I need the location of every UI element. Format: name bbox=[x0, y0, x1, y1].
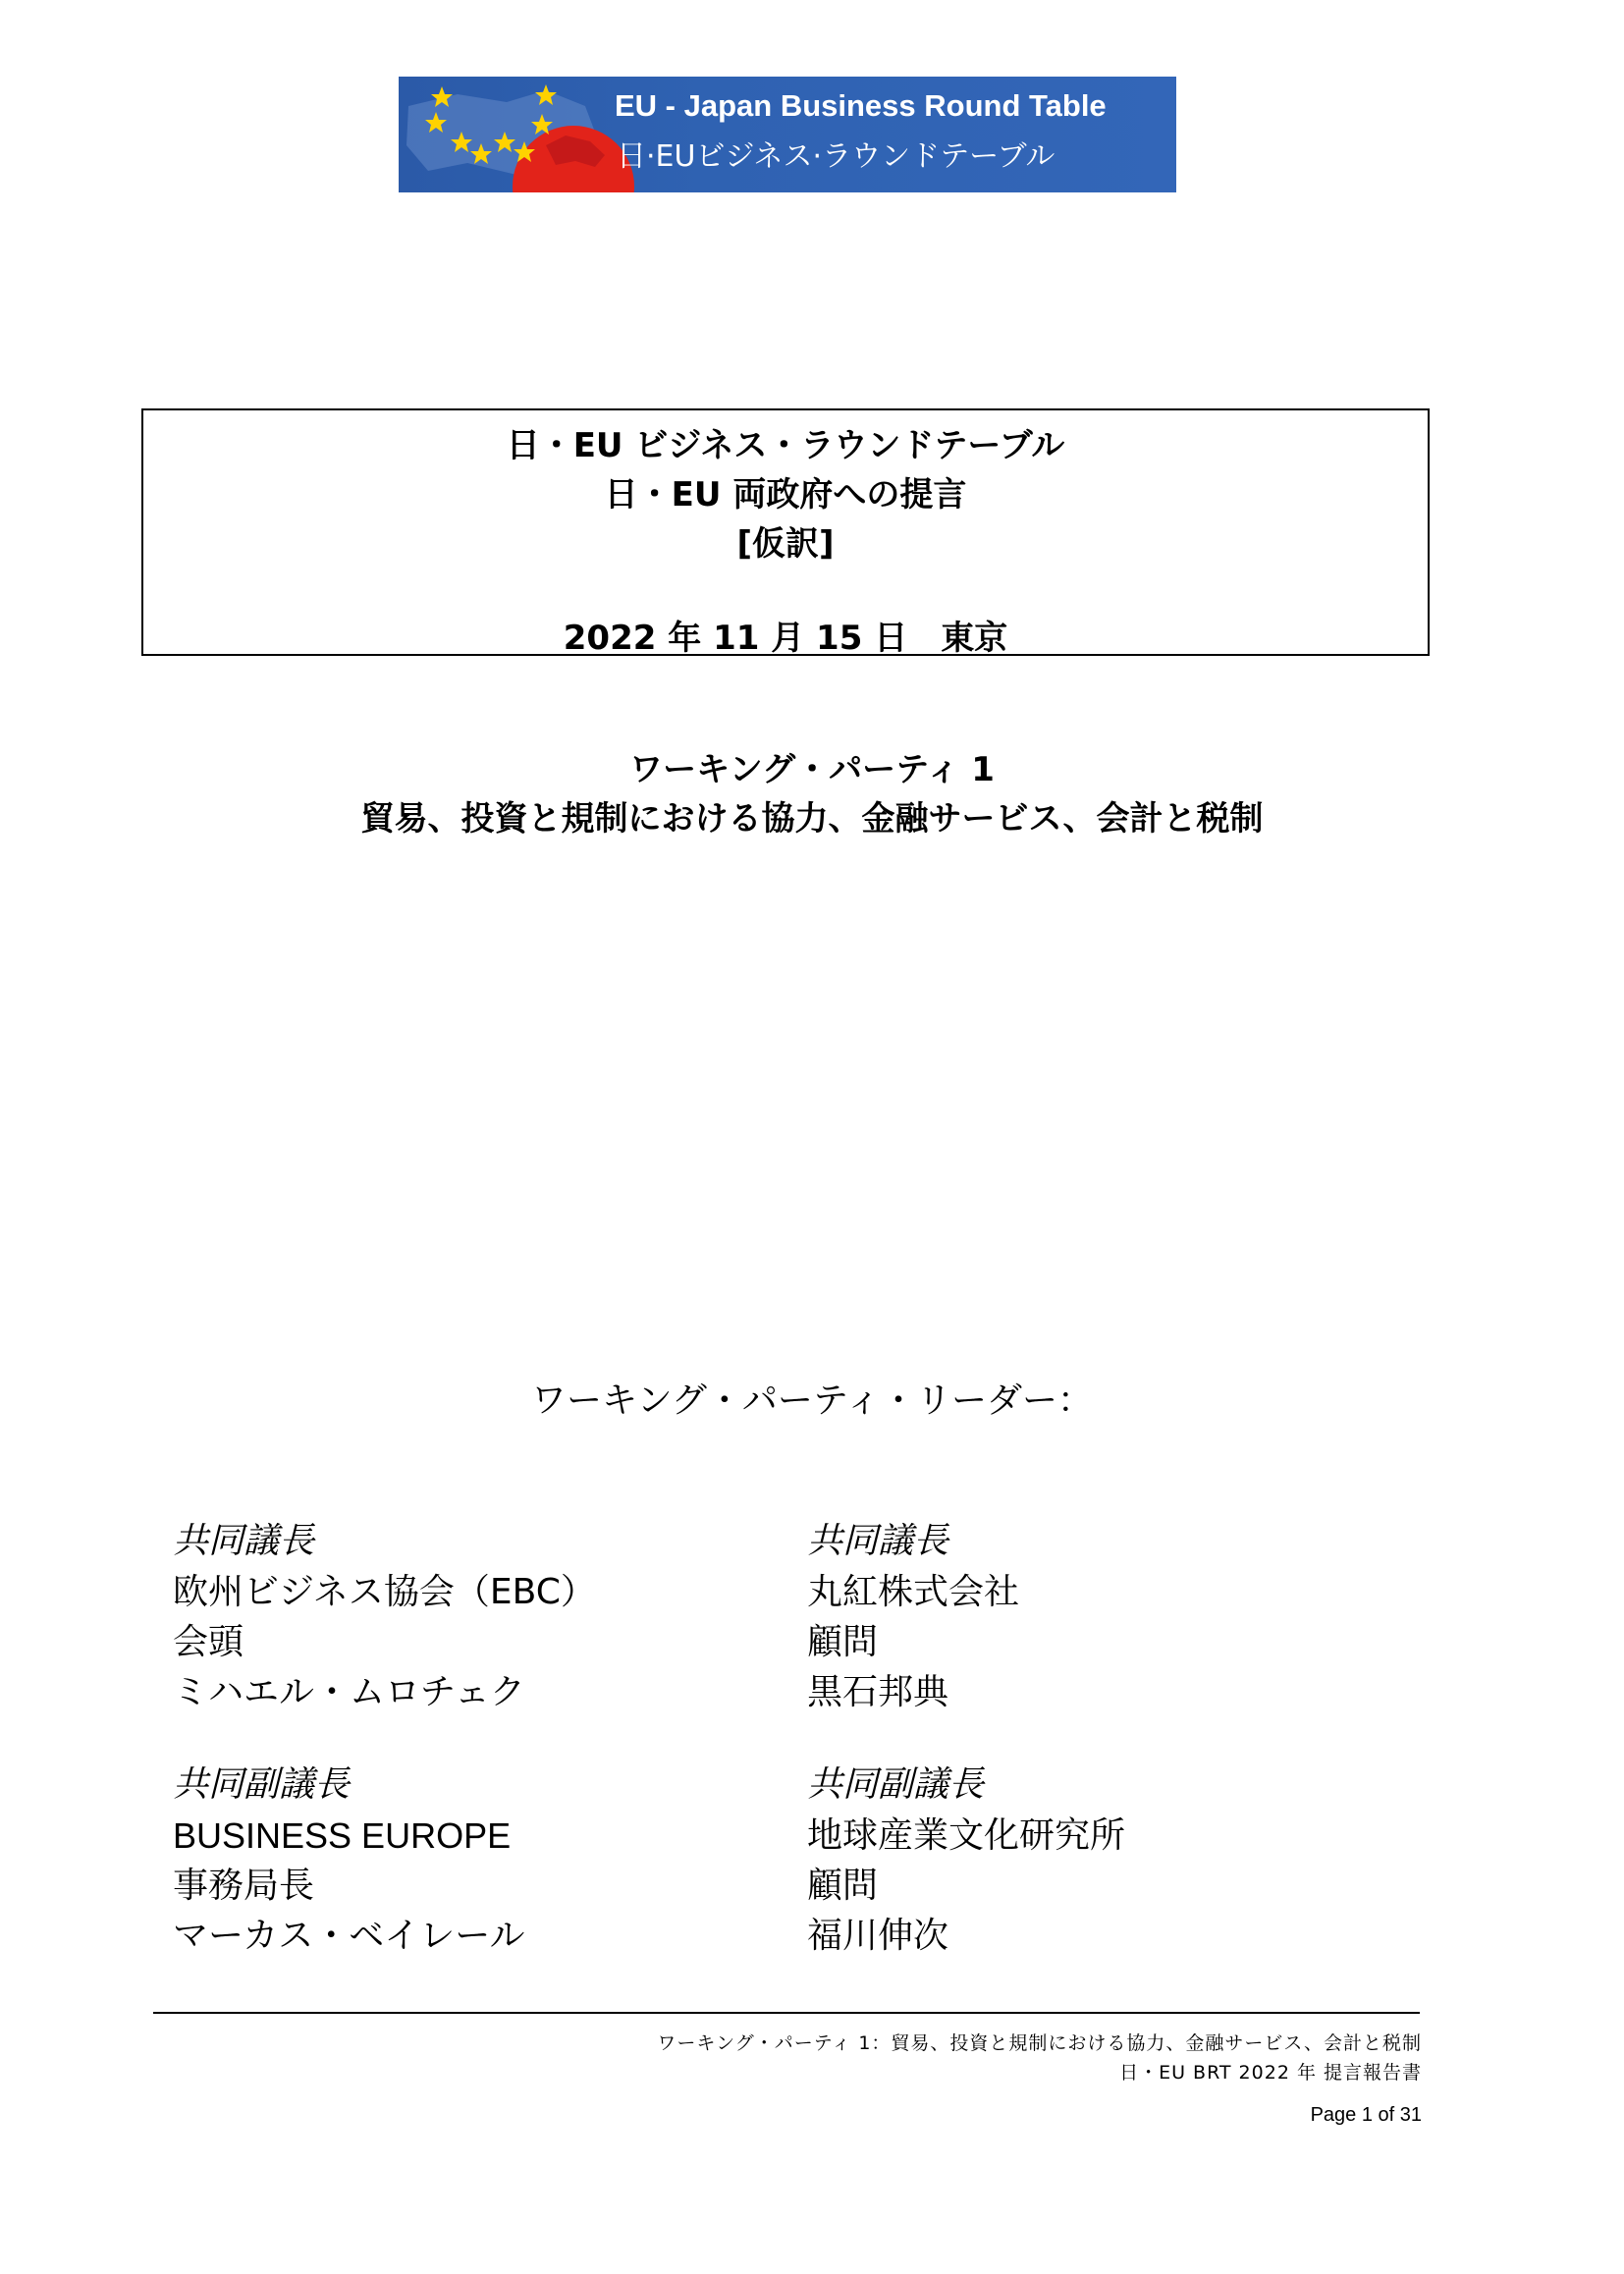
banner-subtitle: 日·EUビジネス·ラウンドテーブル bbox=[617, 139, 1056, 174]
organization: 丸紅株式会社 bbox=[807, 1572, 1020, 1612]
organization: 欧州ビジネス協会（EBC） bbox=[173, 1572, 596, 1612]
working-party-topic: 貿易、投資と規制における協力、金融サービス、会計と税制 bbox=[360, 799, 1264, 839]
title-box bbox=[141, 408, 1430, 656]
role-label: 共同議長 bbox=[173, 1521, 315, 1561]
person-name: ミハエル・ムロチェク bbox=[173, 1672, 525, 1712]
left-vice-chair-block bbox=[173, 1760, 782, 1961]
position-title: 会頭 bbox=[173, 1622, 244, 1662]
title-line-1: 日・EU ビジネス・ラウンドテーブル bbox=[506, 426, 1065, 465]
person-name: 福川伸次 bbox=[807, 1916, 949, 1956]
organization: 地球産業文化研究所 bbox=[807, 1815, 1126, 1856]
position-title: 顧問 bbox=[807, 1622, 879, 1662]
role-label: 共同議長 bbox=[807, 1521, 949, 1561]
role-label: 共同副議長 bbox=[173, 1764, 351, 1805]
working-party-name: ワーキング・パーティ 1 bbox=[629, 750, 995, 789]
leaders-heading: ワーキング・パーティ・リーダー： bbox=[530, 1381, 1094, 1421]
footer-line-2: 日・EU BRT 2022 年 提言報告書 bbox=[1119, 2062, 1422, 2084]
position-title: 顧問 bbox=[807, 1866, 879, 1906]
banner-title: EU - Japan Business Round Table bbox=[615, 88, 1107, 123]
person-name: マーカス・ベイレール bbox=[173, 1916, 525, 1956]
person-name: 黒石邦典 bbox=[807, 1672, 949, 1712]
date-location: 2022 年 11 月 15 日 東京 bbox=[563, 619, 1008, 658]
role-label: 共同副議長 bbox=[807, 1764, 985, 1805]
footer-line-1: ワーキング・パーティ 1：貿易、投資と規制における協力、金融サービス、会計と税制 bbox=[657, 2032, 1422, 2054]
position-title: 事務局長 bbox=[173, 1866, 315, 1906]
page-number: Page 1 of 31 bbox=[1310, 2104, 1422, 2126]
right-vice-chair-block bbox=[807, 1760, 1416, 1961]
title-line-3: [仮訳] bbox=[736, 524, 835, 564]
title-line-2: 日・EU 両政府への提言 bbox=[604, 475, 967, 514]
right-chair-block bbox=[807, 1516, 1416, 1717]
footer-divider bbox=[153, 2012, 1420, 2014]
header-banner bbox=[399, 77, 1176, 192]
left-chair-block bbox=[173, 1516, 782, 1717]
organization: BUSINESS EUROPE bbox=[173, 1815, 512, 1856]
